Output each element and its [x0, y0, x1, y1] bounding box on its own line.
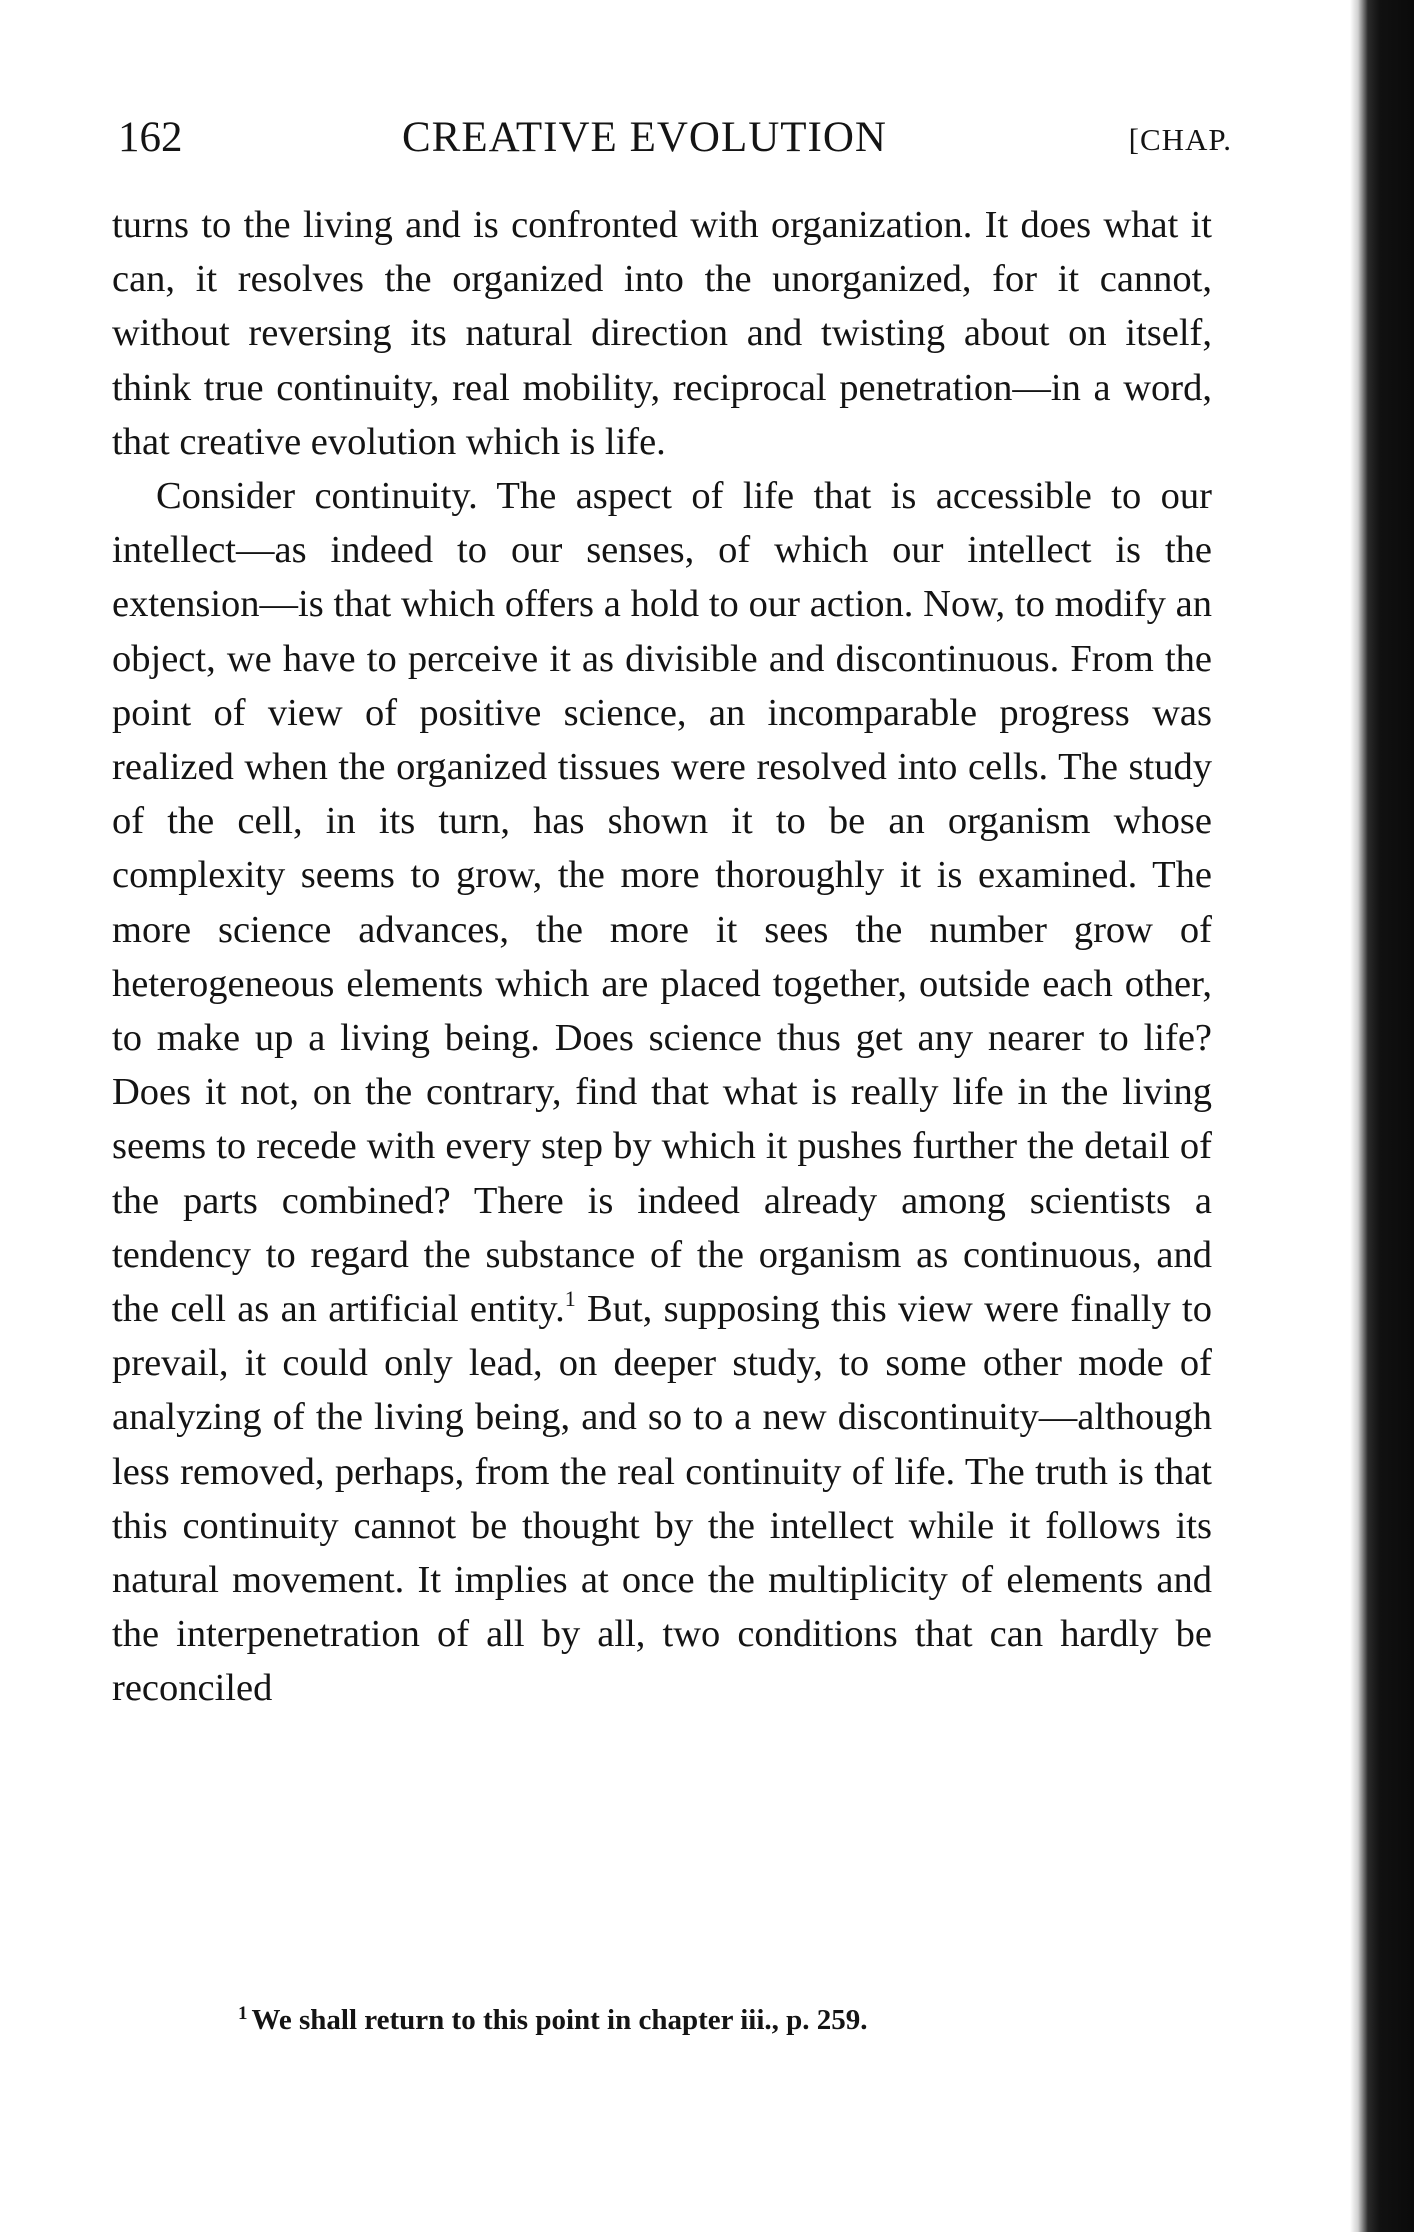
paragraph-1: turns to the living and is confronted with organization. It does what it can, it resolves the organized into the unorganized, for it cannot, without reversing its natural direction and twisting about on itself, think true continuity, real mobility, reciprocal penetration—in a word, that creative evolution which is life.: [112, 204, 1212, 463]
page-number: 162: [118, 114, 183, 161]
footnote-text: We shall return to this point in chapter iii., p. 259.: [251, 2004, 868, 2036]
paragraph-2: [112, 469, 1212, 1716]
footnote-reference: 1: [564, 1286, 576, 1312]
footnote: [238, 2000, 1138, 2040]
book-title: CREATIVE EVOLUTION: [402, 114, 887, 161]
body-text: [112, 198, 1212, 1716]
paragraph-2-text-b: But, supposing this view were finally to prevail, it could only lead, on deeper study, to some other mode of analyzing of the living being, and so to a new discontinuity—although less removed, perhaps, from the real continuity of life. The truth is that this continuity cannot be thought by the intellect while it follows its natural movement. It implies at once the multiplicity of elements and the interpenetration of all by all, two conditions that can hardly be reconciled: [112, 1288, 1212, 1710]
running-head: [112, 108, 1232, 168]
chapter-label: [CHAP.: [1128, 122, 1232, 157]
paragraph-2-text-a: Consider continuity. The aspect of life that is accessible to our intellect—as indeed to our senses, of which our intellect is the extension—is that which offers a hold to our action. Now, to modify an object, we have to perceive it as divisible and discontinuous. From the point of view of positive science, an incomparable progress was realized when the organized tissues were resolved into cells. The study of the cell, in its turn, has shown it to be an organism whose complexity seems to grow, the more thoroughly it is examined. The more science advances, the more it sees the number grow of heterogeneous elements which are placed together, outside each other, to make up a living being. Does science thus get any nearer to life? Does it not, on the contrary, find that what is really life in the living seems to recede with every step by which it pushes further the detail of the parts combined? There is indeed already among scientists a tendency to regard the substance of the organism as continuous, and the cell as an artificial entity.: [112, 475, 1212, 1331]
footnote-marker: 1: [238, 2003, 248, 2024]
page-edge-shadow: [1350, 0, 1414, 2232]
